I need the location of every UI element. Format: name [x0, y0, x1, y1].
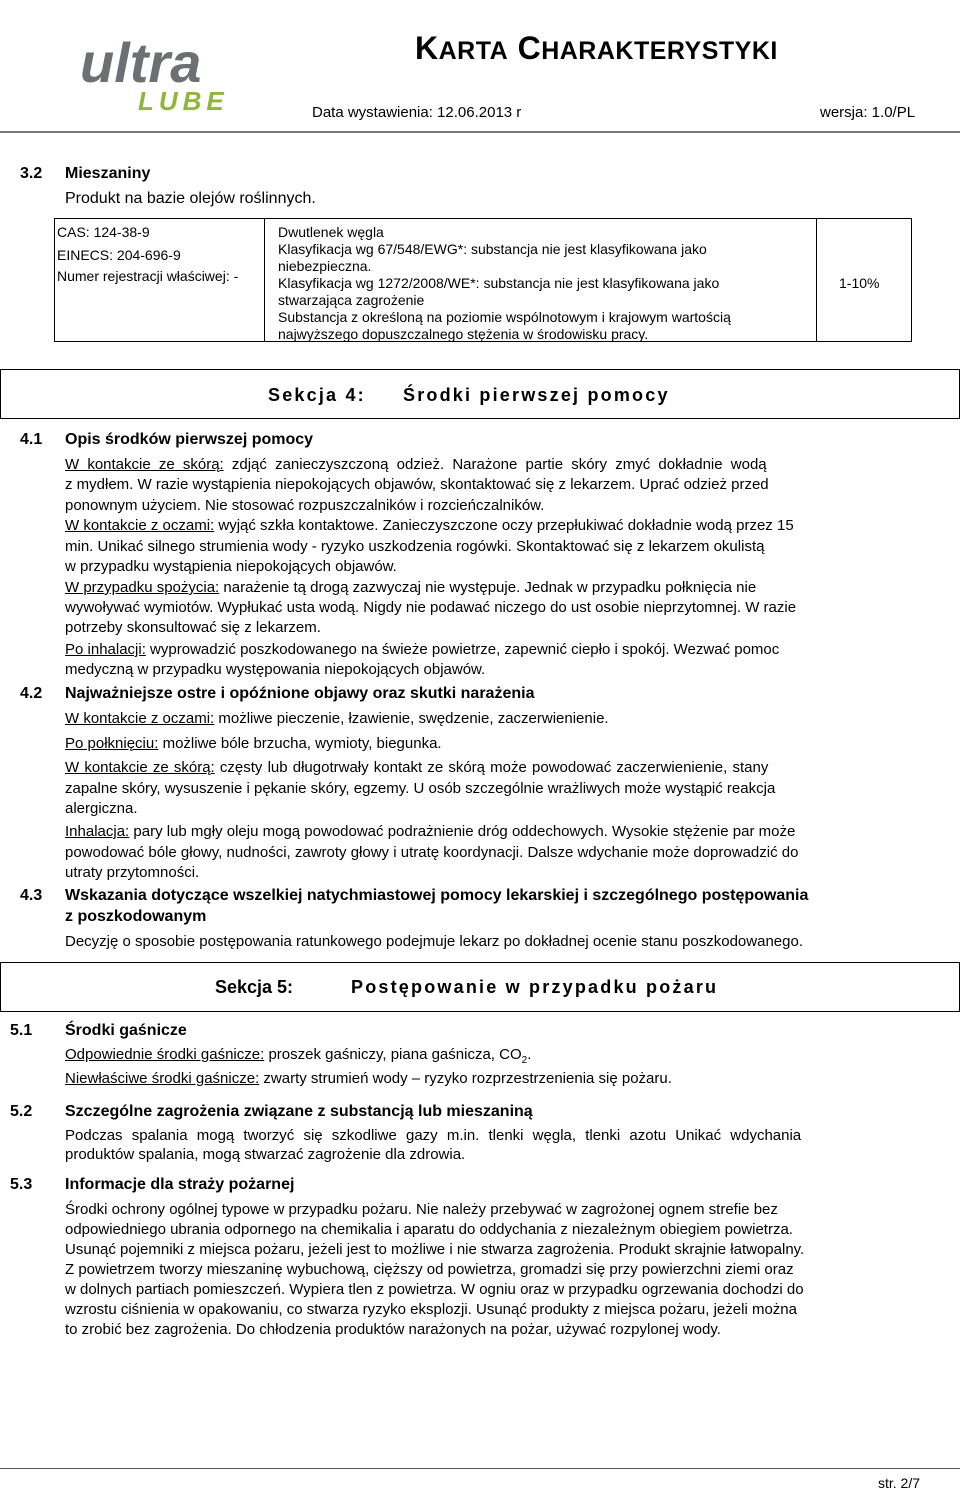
subsection-5-3-text: w dolnych partiach pomieszczeń. Wypiera tlen z powietrza. W ogniu oraz w przypadku ogrzewania dochodzi do [65, 1281, 804, 1298]
issue-date: Data wystawienia: 12.06.2013 r [312, 104, 522, 121]
footer-divider [0, 1468, 960, 1469]
skin-contact-text: zdjąć zanieczyszczoną odzież. Narażone partie skóry zmyć dokładnie wodą [223, 456, 767, 473]
ultra-lube-logo [78, 30, 243, 115]
composition-identifiers-cell [55, 219, 265, 341]
ingestion-line [65, 578, 756, 598]
ingestion-label: W przypadku spożycia: [65, 579, 220, 596]
inhalation-line [65, 640, 779, 660]
skin-contact-continuation: ponownym użyciem. Nie stosować rozpuszczalników i rozcieńczalników. [65, 497, 545, 514]
symptom-inhalation-label: Inhalacja: [65, 823, 130, 840]
skin-contact-line [65, 455, 767, 475]
symptom-skin-line [65, 758, 768, 778]
cas-number: CAS: 124-38-9 [57, 224, 150, 240]
ingestion-text: narażenie tą drogą zazwyczaj nie występuje. Jednak w przypadku połknięcia nie [219, 579, 757, 596]
subsection-4-3-title-continuation: z poszkodowanym [65, 908, 207, 925]
skin-contact-continuation: z mydłem. W razie wystąpienia niepokojących objawów, skontaktować się z lekarzem. Uprać odzież przed [65, 476, 769, 493]
inhalation-text: wyprowadzić poszkodowanego na świeże powietrze, zapewnić ciepło i spokój. Wezwać pomoc [145, 641, 780, 658]
suitable-media-label: Odpowiednie środki gaśnicze: [65, 1046, 265, 1063]
symptom-eyes-label: W kontakcie z oczami: [65, 710, 215, 727]
symptom-inhalation-continuation: powodować bóle głowy, nudności, zawroty głowy i utratę koordynacji. Dalsze wdychanie może doprowadzić do [65, 844, 799, 861]
unsuitable-media-text: zwarty strumień wody – ryzyko rozprzestrzenienia się pożaru. [259, 1070, 672, 1087]
inhalation-continuation: medyczną w przypadku występowania niepokojących objawów. [65, 661, 486, 678]
section-4-title: Środki pierwszej pomocy [403, 385, 670, 405]
subsection-4-1-number: 4.1 [20, 431, 43, 448]
subsection-4-1-title: Opis środków pierwszej pomocy [65, 431, 314, 448]
suitable-media-text: proszek gaśniczy, piana gaśnicza, CO [264, 1046, 522, 1063]
symptom-skin-continuation: zapalne skóry, wysuszenie i pękanie skóry, egzemy. U osób szczególnie wrażliwych może wystąpić reakcja [65, 780, 776, 797]
section-4-label: Sekcja 4: [268, 385, 366, 405]
subsection-5-3-text: Usunąć pojemniki z miejsca pożaru, jeżeli jest to możliwe i nie stwarza zagrożenia. Produkt skrajnie łatwopalny. [65, 1241, 805, 1258]
document-version: wersja: 1.0/PL [820, 104, 916, 121]
co2-subscript: 2 [521, 1055, 528, 1066]
subsection-5-2-number: 5.2 [10, 1103, 33, 1120]
document-title [415, 30, 778, 67]
symptom-eyes-text: możliwe pieczenie, łzawienie, swędzenie, zaczerwienienie. [214, 710, 609, 727]
symptom-skin-text: częsty lub długotrwały kontakt ze skórą może powodować zaczerwienienie, stany [214, 759, 769, 776]
logo-text: ultra [80, 31, 202, 94]
suitable-media-line [65, 1045, 531, 1071]
section-5-header [0, 962, 960, 1012]
skin-contact-label: W kontakcie ze skórą: [65, 456, 224, 473]
description-line: Klasyfikacja wg 67/548/EWG*: substancja nie jest klasyfikowana jako [278, 241, 707, 257]
eye-contact-continuation: w przypadku wystąpienia niepokojących objawów. [65, 558, 397, 575]
title-rest-2: HARAKTERYSTYKI [541, 37, 778, 65]
subsection-5-3-text: wzrostu ciśnienia w opakowaniu, co stwarza ryzyko eksplozji. Usunąć produkty z miejsca pożaru, jeżeli można [65, 1301, 797, 1318]
einecs-number: EINECS: 204-696-9 [57, 247, 181, 263]
subsection-4-2-number: 4.2 [20, 685, 43, 702]
description-line: najwyższego dopuszczalnego stężenia w środowisku pracy. [278, 326, 649, 342]
subsection-3-2-number: 3.2 [20, 165, 43, 182]
composition-table [54, 218, 912, 342]
subsection-4-3-title: Wskazania dotyczące wszelkiej natychmiastowej pomocy lekarskiej i szczególnego postępowania [65, 887, 809, 904]
description-line: Klasyfikacja wg 1272/2008/WE*: substancja nie jest klasyfikowana jako [278, 275, 720, 291]
registration-number: Numer rejestracji właściwej: - [57, 268, 239, 284]
subsection-5-3-text: Z powietrzem tworzy mieszaninę wybuchową, cięższy od powietrza, gromadzi się przy powierzchni ziemi oraz [65, 1261, 794, 1278]
description-line: Substancja z określoną na poziomie wspólnotowym i krajowym wartością [278, 309, 731, 325]
eye-contact-continuation: min. Unikać silnego strumienia wody - ryzyko uszkodzenia rogówki. Skontaktować się z lekarzem okulistą [65, 538, 765, 555]
description-line: niebezpieczna. [278, 258, 372, 274]
section-5-label: Sekcja 5: [215, 977, 294, 997]
symptom-eyes-line [65, 709, 609, 729]
unsuitable-media-line [65, 1069, 672, 1089]
suitable-media-end: . [527, 1046, 532, 1063]
symptom-skin-label: W kontakcie ze skórą: [65, 759, 215, 776]
symptom-swallow-text: możliwe bóle brzucha, wymioty, biegunka. [158, 735, 442, 752]
subsection-5-2-title: Szczególne zagrożenia związane z substancją lub mieszaniną [65, 1103, 533, 1120]
title-initial-1: K [415, 30, 439, 66]
subsection-4-3-number: 4.3 [20, 887, 43, 904]
eye-contact-text: wyjąć szkła kontaktowe. Zanieczyszczone oczy przepłukiwać dokładnie wodą przez 15 [214, 517, 794, 534]
composition-concentration-cell [817, 219, 911, 341]
section-4-header [0, 369, 960, 419]
symptom-swallow-line [65, 734, 442, 754]
ingestion-continuation: potrzeby skonsultować się z lekarzem. [65, 619, 321, 636]
eye-contact-label: W kontakcie z oczami: [65, 517, 215, 534]
inhalation-label: Po inhalacji: [65, 641, 146, 658]
page-number: str. 2/7 [878, 1475, 921, 1491]
subsection-5-2-text: Podczas spalania mogą tworzyć się szkodliwe gazy m.in. tlenki węgla, tlenki azotu Unikać wdychania [65, 1127, 802, 1144]
subsection-4-2-title: Najważniejsze ostre i opóźnione objawy oraz skutki narażenia [65, 685, 535, 702]
header-divider [0, 131, 960, 133]
symptom-inhalation-line [65, 822, 795, 842]
title-initial-2: C [517, 30, 542, 66]
subsection-5-3-text: Środki ochrony ogólnej typowe w przypadku pożaru. Nie należy przebywać w zagrożonej ognem strefie bez [65, 1201, 778, 1218]
eye-contact-line [65, 516, 794, 536]
section-5-title: Postępowanie w przypadku pożaru [351, 977, 719, 997]
concentration-value: 1-10% [839, 275, 880, 291]
ingestion-continuation: wywoływać wymiotów. Wypłukać usta wodą. Nigdy nie podawać niczego do ust osobie nieprzytomnej. W razie [65, 599, 797, 616]
unsuitable-media-label: Niewłaściwe środki gaśnicze: [65, 1070, 260, 1087]
title-rest-1: ARTA [438, 37, 509, 65]
subsection-5-2-text: produktów spalania, mogą stwarzać zagrożenie dla zdrowia. [65, 1146, 466, 1163]
subsection-5-3-title: Informacje dla straży pożarnej [65, 1176, 295, 1193]
symptom-swallow-label: Po połknięciu: [65, 735, 159, 752]
subsection-5-3-number: 5.3 [10, 1176, 33, 1193]
subsection-4-3-text: Decyzję o sposobie postępowania ratunkowego podejmuje lekarz po dokładnej ocenie stanu poszkodowanego. [65, 933, 803, 950]
symptom-skin-continuation: alergiczna. [65, 800, 138, 817]
logo-subtext: LUBE [138, 86, 229, 115]
subsection-5-3-text: to zrobić bez zagrożenia. Do chłodzenia produktów narażonych na pożar, używać rozpylonej wody. [65, 1321, 721, 1338]
description-line: stwarzająca zagrożenie [278, 292, 425, 308]
subsection-5-1-number: 5.1 [10, 1022, 33, 1039]
subsection-3-2-intro: Produkt na bazie olejów roślinnych. [65, 190, 316, 207]
subsection-5-3-text: odpowiedniego ubrania odpornego na chemikalia i aparatu do oddychania z niezależnym obiegiem powietrza. [65, 1221, 793, 1238]
subsection-3-2-title: Mieszaniny [65, 165, 151, 182]
description-line: Dwutlenek węgla [278, 224, 384, 240]
symptom-inhalation-continuation: utraty przytomności. [65, 864, 200, 881]
subsection-5-1-title: Środki gaśnicze [65, 1022, 187, 1039]
symptom-inhalation-text: pary lub mgły oleju mogą powodować podrażnienie dróg oddechowych. Wysokie stężenie par może [129, 823, 796, 840]
composition-description-cell [265, 219, 817, 341]
